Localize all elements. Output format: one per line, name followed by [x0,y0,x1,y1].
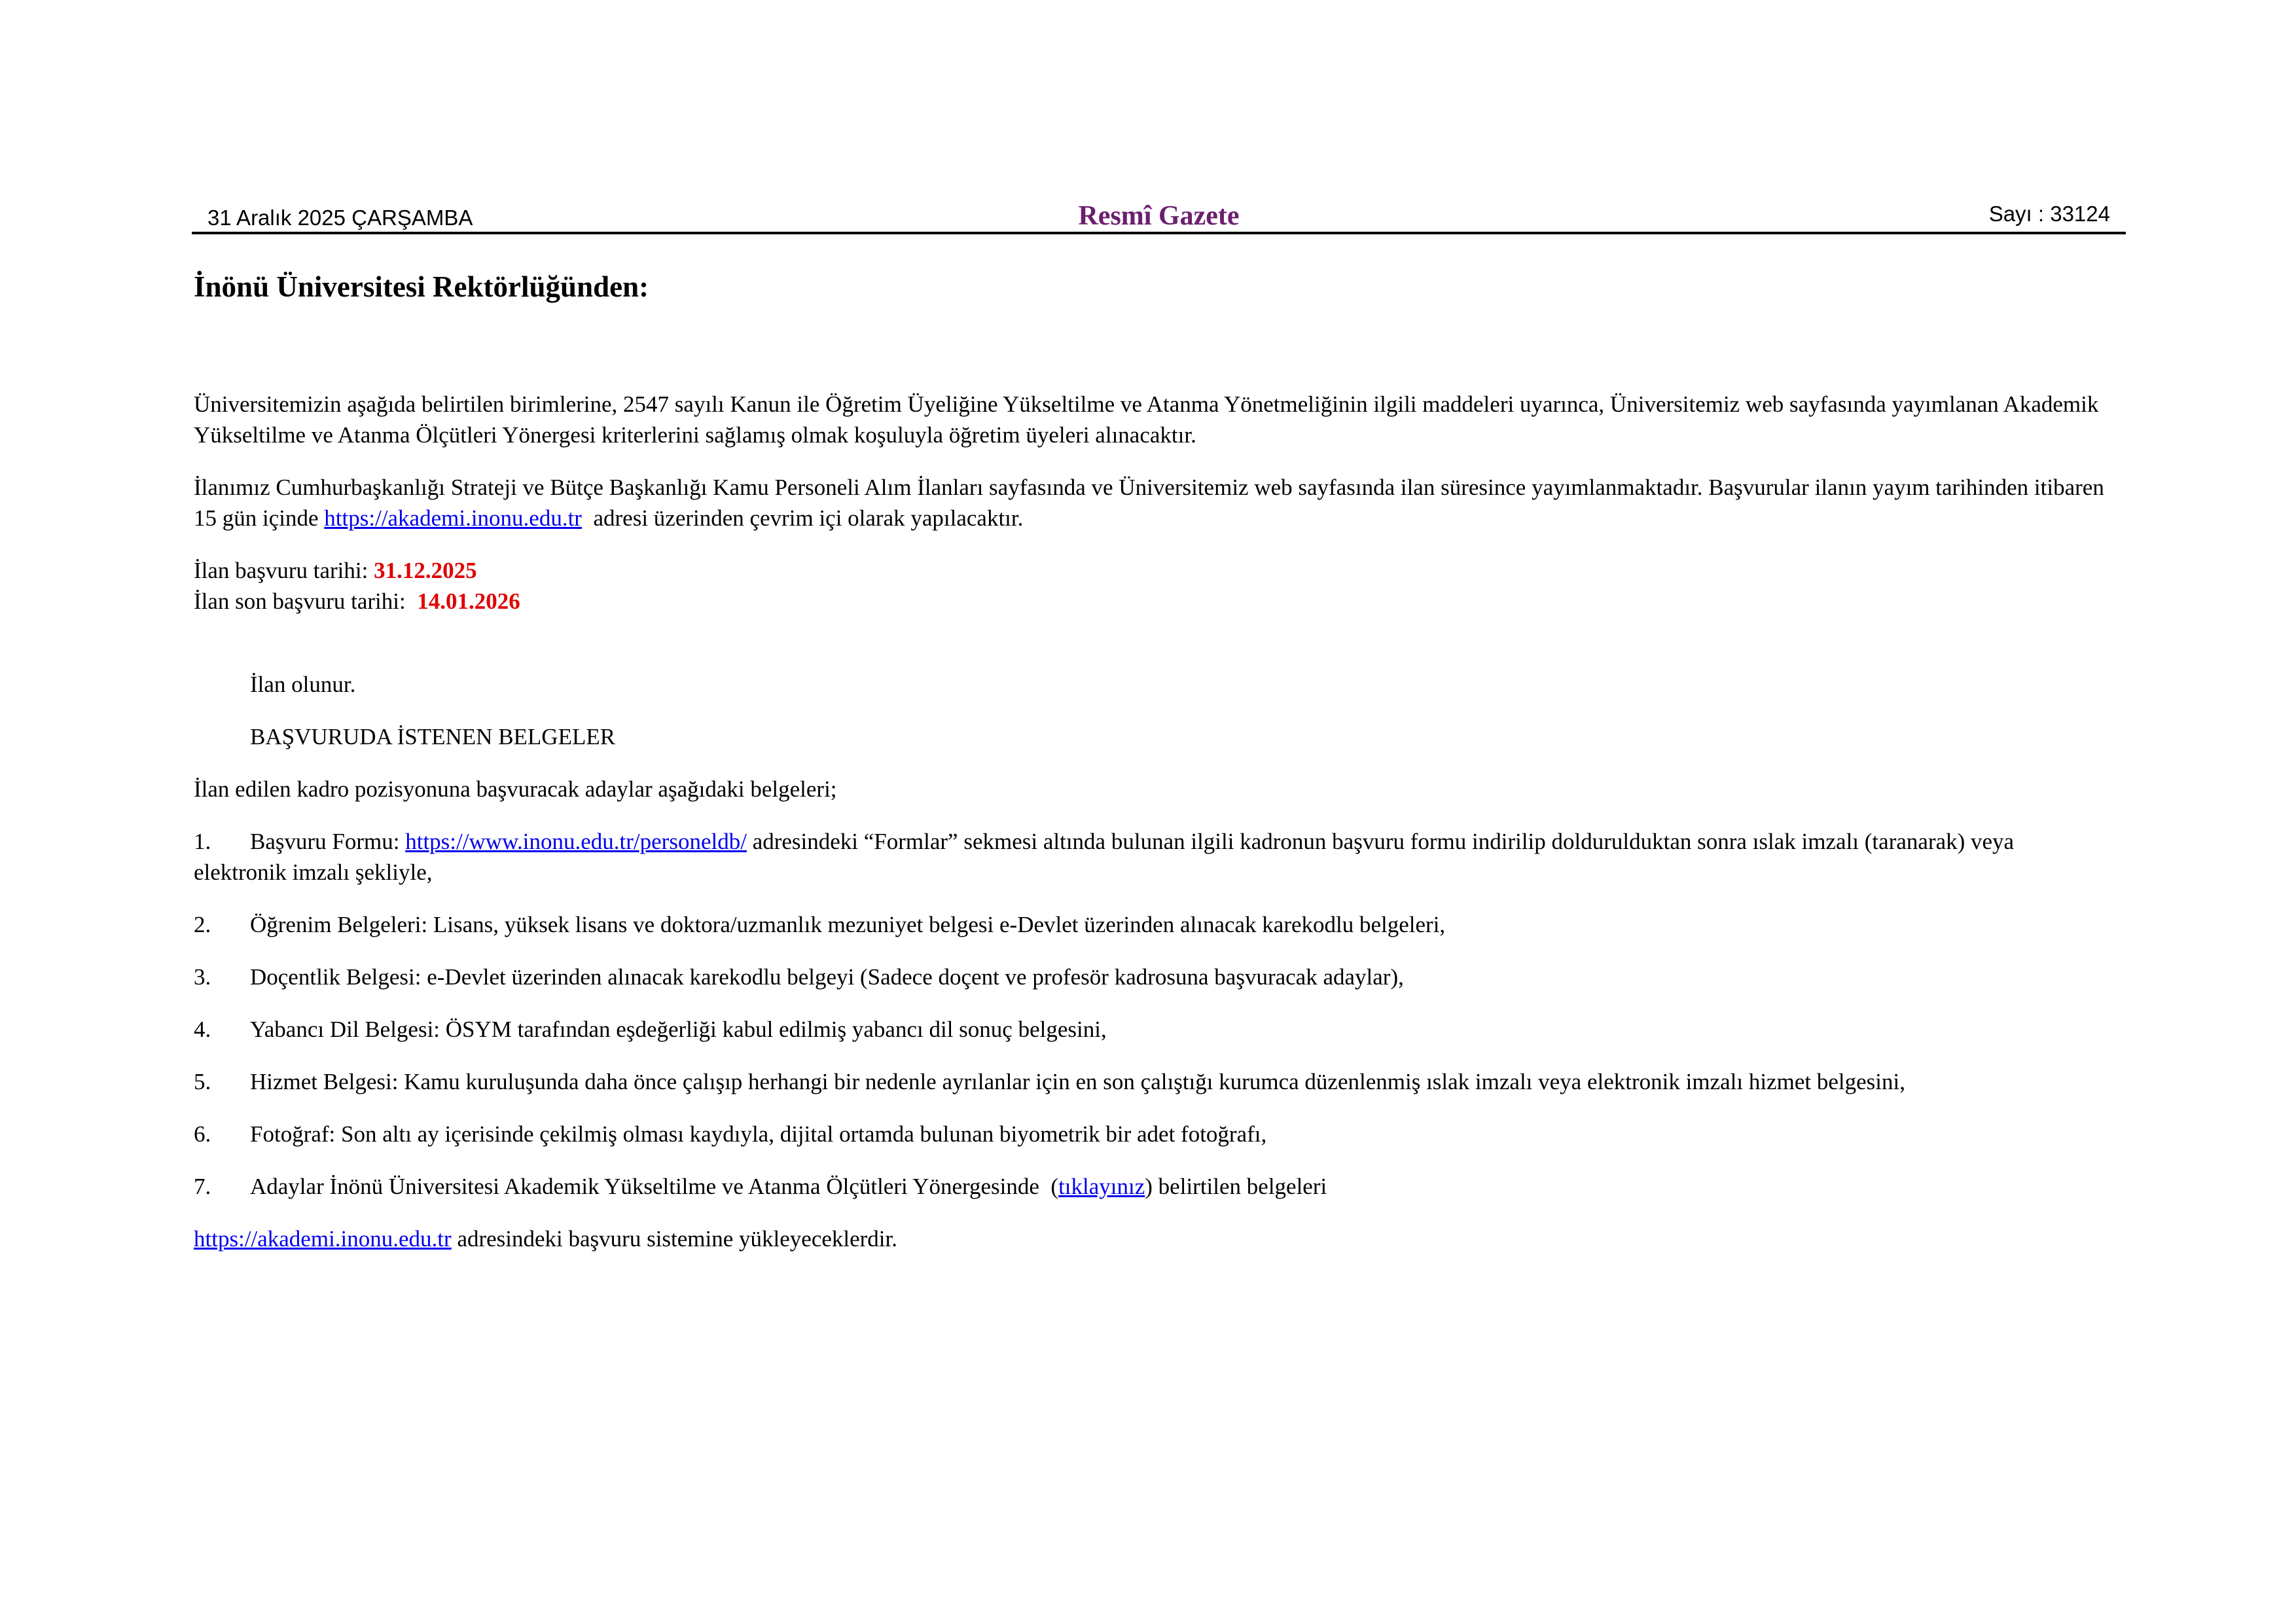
item-number: 7. [194,1174,211,1199]
documents-intro: İlan edilen kadro pozisyonuna başvuracak adaylar aşağıdaki belgeleri; [194,776,837,802]
personeldb-link[interactable]: https://www.inonu.edu.tr/personeldb/ [405,829,747,854]
item-text: Doçentlik Belgesi: e-Devlet üzerinden alınacak karekodlu belgeyi (Sadece doçent ve profesör kadrosuna başvuracak adaylar), [250,964,1404,990]
application-dates [194,555,2111,617]
institution-title: İnönü Üniversitesi Rektörlüğünden: [194,270,649,303]
end-date-row [194,586,2111,617]
akademi-link-final[interactable]: https://akademi.inonu.edu.tr [194,1226,452,1252]
end-date-value: 14.01.2026 [417,588,520,614]
item-text: Yabancı Dil Belgesi: ÖSYM tarafından eşdeğerliği kabul edilmiş yabancı dil sonuç belgesini, [250,1017,1107,1042]
list-item [194,909,2111,940]
item-text-end: ) belirtilen belgeleri [1145,1174,1327,1199]
item-number: 5. [194,1069,211,1094]
header-date: 31 Aralık 2025 ÇARŞAMBA [207,206,473,230]
announcement-paragraph [194,472,2111,533]
end-date-label: İlan son başvuru tarihi: [194,588,418,614]
item-number: 2. [194,912,211,937]
closing-text: İlan olunur. [250,672,356,697]
list-item [194,1171,2111,1202]
header-issue-number: Sayı : 33124 [1988,202,2110,226]
list-item [194,826,2111,888]
list-item [194,1119,2111,1149]
item-text: Başvuru Formu: [250,829,406,854]
list-item [194,1014,2111,1045]
announcement-text-end: adresi üzerinden çevrim içi olarak yapılacaktır. [581,505,1024,531]
click-here-link[interactable]: tıklayınız [1058,1174,1145,1199]
intro-paragraph: Üniversitemizin aşağıda belirtilen birimlerine, 2547 sayılı Kanun ile Öğretim Üyeliğine Yükseltilme ve Atanma Yönetmeliğinin ilgili maddeleri uyarınca, Üniversitemiz web sayfasında yayımlanan Akademik Yükseltilme ve Atanma Ölçütleri Yönergesi kriterlerini sağlamış olmak koşuluyla öğretim üyeleri alınacaktır. [194,391,2099,448]
list-item [194,1066,2111,1097]
item-text-end: adresindeki “Formlar” sekmesi altında bulunan ilgili kadronun başvuru formu indirilip doldurulduktan sonra ıslak imzalı (taranarak) veya elektronik imzalı şekliyle, [194,829,2020,885]
item-number: 1. [194,829,211,854]
announcement-body [194,267,2111,1254]
list-item [194,962,2111,992]
item-text: Fotoğraf: Son altı ay içerisinde çekilmiş olması kaydıyla, dijital ortamda bulunan biyometrik bir adet fotoğrafı, [250,1121,1267,1147]
item-number: 3. [194,964,211,990]
announcement-text: İlanımız Cumhurbaşkanlığı Strateji ve Bütçe Başkanlığı Kamu Personeli Alım İlanları sayfasında ve Üniversitemiz web sayfasında ilan süresince yayımlanmaktadır. Başvurular ilanın yayım tarihinden itibaren 15 gün içinde [194,475,2104,531]
header-title: Resmî Gazete [1078,201,1240,231]
akademi-link[interactable]: https://akademi.inonu.edu.tr [324,505,582,531]
item-text: Hizmet Belgesi: Kamu kuruluşunda daha önce çalışıp herhangi bir nedenle ayrılanlar için en son çalıştığı kurumca düzenlenmiş ıslak imzalı veya elektronik imzalı hizmet belgesini, [250,1069,1905,1094]
documents-heading: BAŞVURUDA İSTENEN BELGELER [250,724,616,749]
final-paragraph [194,1223,2111,1254]
start-date-label: İlan başvuru tarihi: [194,558,374,583]
item-number: 4. [194,1017,211,1042]
item-number: 6. [194,1121,211,1147]
gazette-header [192,191,2126,234]
start-date-row [194,555,2111,586]
final-text: adresindeki başvuru sistemine yükleyeceklerdir. [451,1226,898,1252]
item-text: Öğrenim Belgeleri: Lisans, yüksek lisans ve doktora/uzmanlık mezuniyet belgesi e-Devlet üzerinden alınacak karekodlu belgeleri, [250,912,1446,937]
start-date-value: 31.12.2025 [374,558,477,583]
item-text: Adaylar İnönü Üniversitesi Akademik Yükseltilme ve Atanma Ölçütleri Yönergesinde ( [250,1174,1059,1199]
